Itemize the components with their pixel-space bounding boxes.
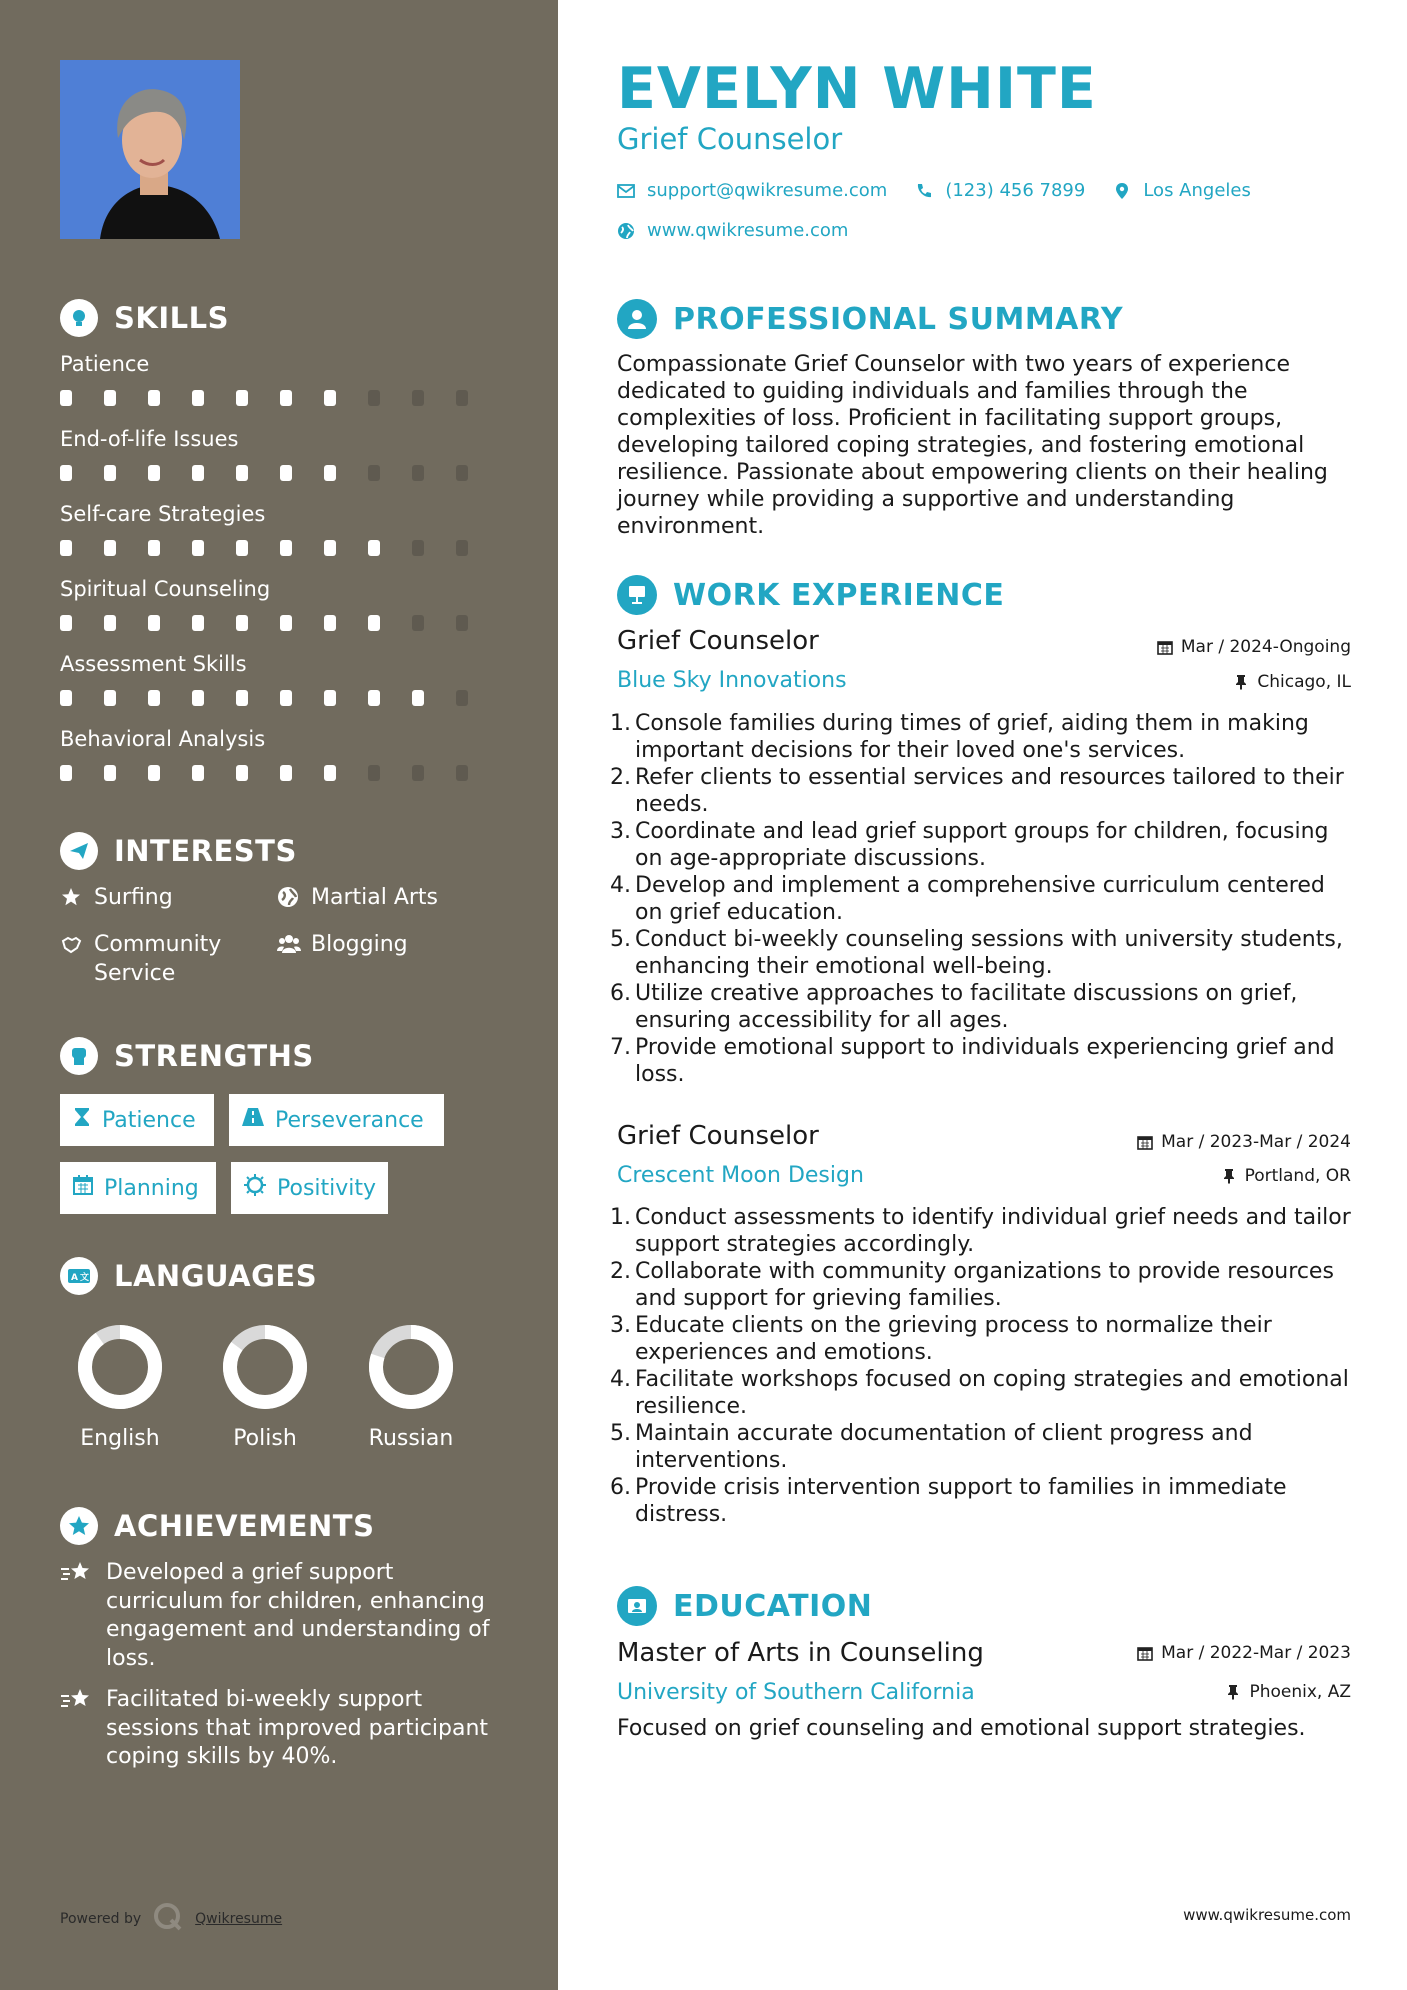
interest-label: Surfing [94,885,173,910]
duty-text: Collaborate with community organizations to provide resources and support for grieving families. [635,1259,1334,1311]
skill-dot [280,615,292,631]
skill-dot [236,465,248,481]
skill-dot [60,465,72,481]
skill-dot [324,690,336,706]
envelope-icon [617,182,635,200]
school-name: University of Southern California [617,1680,975,1705]
skill-name: Patience [60,352,150,376]
duty-number: 4. [610,1367,631,1392]
language-item [200,1324,330,1451]
skill-dot [104,615,116,631]
skill-dot [412,390,424,406]
achievement-item [60,1559,510,1673]
duty-item [610,1258,1351,1312]
languages-heading: LANGUAGES [114,1259,318,1293]
fist-icon [60,1037,98,1075]
languages-title [60,1257,317,1295]
duty-number: 6. [610,1475,631,1500]
skill-dot [236,390,248,406]
skill-dot [104,690,116,706]
skill-name: Assessment Skills [60,652,247,676]
skill-dot [236,690,248,706]
achievement-text: Facilitated bi-weekly support sessions that improved participant coping skills by 40%. [106,1687,489,1769]
strength-label: Positivity [277,1175,377,1201]
qwikresume-link[interactable]: Qwikresume [195,1911,283,1927]
skill-rating [60,390,500,406]
duty-item [610,1420,1351,1474]
skill-dot [456,465,468,481]
duty-number: 5. [610,1421,631,1446]
skill-name: Self-care Strategies [60,502,266,526]
skill-dot [412,465,424,481]
duty-item [610,926,1351,980]
paper-plane-icon [60,832,98,870]
experience-heading: WORK EXPERIENCE [673,577,1005,613]
hourglass-icon [72,1106,92,1134]
globe-icon [617,222,635,240]
education-description: Focused on grief counseling and emotional support strategies. [617,1716,1306,1741]
duty-item [610,980,1351,1034]
skill-dot [236,540,248,556]
duty-number: 5. [610,927,631,952]
duty-item [610,710,1351,764]
skill-dot [280,540,292,556]
user-icon [617,299,657,339]
strength-label: Planning [104,1175,199,1201]
skill-dot [368,465,380,481]
skill-dot [456,615,468,631]
education-location-text: Phoenix, AZ [1249,1682,1351,1702]
language-item [55,1324,185,1451]
education-title [617,1586,872,1626]
skill-dot [456,690,468,706]
skill-dot [412,690,424,706]
skill-dot [104,540,116,556]
skill-dot [456,390,468,406]
skill-dot [60,765,72,781]
achievement-item [60,1686,510,1772]
skills-title [60,299,229,337]
strength-planning [60,1162,216,1214]
skill-dot [456,540,468,556]
strength-label: Patience [102,1107,196,1133]
duty-item [610,1366,1351,1420]
shooting-star-icon [60,1559,94,1673]
phone-icon [915,182,933,200]
website-row [617,220,848,241]
skill-dot [324,765,336,781]
powered-by [60,1902,282,1936]
job-title: Grief Counselor [617,626,819,656]
location-text: Los Angeles [1143,180,1251,201]
interests-heading: INTERESTS [114,834,297,868]
skill-dot [280,390,292,406]
duty-text: Provide crisis intervention support to families in immediate distress. [635,1475,1287,1527]
skill-dot [280,690,292,706]
skill-rating [60,465,500,481]
powered-by-label: Powered by [60,1911,142,1927]
strength-patience [60,1094,214,1146]
svg-text:A: A [71,1273,79,1283]
strengths-title [60,1037,314,1075]
language-level-arc [85,1332,155,1402]
strength-label: Perseverance [275,1107,424,1133]
sidebar [0,0,558,1990]
skill-item [60,575,500,631]
strengths-heading: STRENGTHS [114,1039,314,1073]
degree-title: Master of Arts in Counseling [617,1638,984,1668]
skill-dot [104,465,116,481]
pushpin-icon [1221,1168,1237,1184]
duty-text: Coordinate and lead grief support groups for children, focusing on age-appropriate discussions. [635,819,1329,871]
duty-item [610,1474,1351,1528]
skill-dot [368,540,380,556]
education-heading: EDUCATION [673,1588,873,1624]
skill-dot [412,765,424,781]
duty-text: Utilize creative approaches to facilitate discussions on grief, ensuring accessibility for all ages. [635,981,1298,1033]
skill-item [60,425,500,481]
duty-number: 3. [610,1313,631,1338]
skill-dot [368,390,380,406]
qwikresume-logo-icon [153,1902,183,1936]
duty-text: Develop and implement a comprehensive curriculum centered on grief education. [635,873,1325,925]
education-dates [1137,1643,1351,1663]
skill-dot [412,540,424,556]
strength-positivity [231,1162,388,1214]
skills-heading: SKILLS [114,301,229,335]
skill-dot [104,390,116,406]
duty-number: 2. [610,1259,631,1284]
summary-title [617,299,1123,339]
handshake-icon [60,933,82,955]
education-location [1225,1682,1351,1702]
candidate-role: Grief Counselor [617,122,843,156]
job-company: Crescent Moon Design [617,1163,864,1188]
duty-number: 2. [610,765,631,790]
job-company: Blue Sky Innovations [617,668,847,693]
duty-item [610,818,1351,872]
experience-title [617,575,1004,615]
interest-label: Martial Arts [311,885,439,910]
lightbulb-icon [60,299,98,337]
skill-name: End-of-life Issues [60,427,239,451]
website-link[interactable]: www.qwikresume.com [647,220,849,241]
language-name: English [80,1426,160,1451]
star-icon [60,886,82,908]
skill-dot [324,540,336,556]
skill-dot [412,615,424,631]
job-location [1233,672,1351,692]
achievements-heading: ACHIEVEMENTS [114,1509,375,1543]
language-name: Polish [233,1426,297,1451]
sun-icon [243,1173,267,1203]
duty-number: 7. [610,1035,631,1060]
interest-label: Community Service [94,932,222,986]
job-dates-text: Mar / 2023-Mar / 2024 [1161,1132,1351,1152]
candidate-name: EVELYN WHITE [617,56,1097,122]
duty-number: 6. [610,981,631,1006]
pushpin-icon [1233,674,1249,690]
strength-perseverance [229,1094,444,1146]
skill-dot [192,390,204,406]
job-title: Grief Counselor [617,1121,819,1151]
skill-name: Spiritual Counseling [60,577,271,601]
interests-title [60,832,297,870]
duty-item [610,872,1351,926]
star-badge-icon [60,1507,98,1545]
phone-text: (123) 456 7899 [945,180,1086,201]
duty-item [610,1034,1351,1088]
language-name: Russian [368,1426,454,1451]
duty-item [610,764,1351,818]
calendar-icon [1137,1134,1153,1150]
skill-dot [324,615,336,631]
language-gauge [368,1324,454,1410]
email-link[interactable]: support@qwikresume.com [647,180,888,201]
skill-rating [60,540,500,556]
skill-dot [368,765,380,781]
skill-rating [60,615,500,631]
globe-icon [277,886,299,908]
translate-icon [60,1257,98,1295]
skill-dot [368,615,380,631]
language-gauge [77,1324,163,1410]
job-dates [1157,637,1351,657]
language-item [346,1324,476,1451]
users-icon [277,933,299,955]
skill-dot [60,390,72,406]
skill-rating [60,765,500,781]
skill-dot [280,765,292,781]
skill-dot [192,765,204,781]
duty-text: Conduct bi-weekly counseling sessions with university students, enhancing their emotional well-being. [635,927,1343,979]
job-duties-list [610,1204,1351,1528]
interest-community-service [60,930,250,988]
skill-dot [368,690,380,706]
duty-text: Educate clients on the grieving process to normalize their experiences and emotions. [635,1313,1272,1365]
calendar-icon [72,1174,94,1202]
skill-dot [148,615,160,631]
skill-dot [324,465,336,481]
skill-dot [104,765,116,781]
interest-martial-arts [277,883,438,912]
achievements-title [60,1507,374,1545]
skill-dot [192,465,204,481]
job-duties-list [610,710,1351,1088]
skill-dot [60,540,72,556]
skill-item [60,350,500,406]
contact-row [617,180,1251,201]
duty-number: 1. [610,1205,631,1230]
duty-text: Conduct assessments to identify individual grief needs and tailor support strategies accordingly. [635,1205,1351,1257]
shooting-star-icon [60,1686,94,1772]
skill-dot [192,615,204,631]
summary-text: Compassionate Grief Counselor with two years of experience dedicated to guiding individuals and families through the complexities of loss. Proficient in facilitating support groups, developing tailored coping strategies, and fostering emotional resilience. Passionate about empowering clients on their healing journey while providing a supportive and understanding environment. [617,352,1328,539]
skill-dot [280,465,292,481]
map-pin-icon [1113,182,1131,200]
skill-dot [148,465,160,481]
graduation-icon [617,1586,657,1626]
job-location [1221,1166,1351,1186]
education-dates-text: Mar / 2022-Mar / 2023 [1161,1643,1351,1663]
interest-label: Blogging [311,932,408,957]
skill-item [60,725,500,781]
duty-text: Maintain accurate documentation of client progress and interventions. [635,1421,1253,1473]
profile-photo [60,60,240,239]
skill-dot [148,540,160,556]
skill-dot [148,690,160,706]
calendar-icon [1157,639,1173,655]
skill-dot [148,765,160,781]
footer-website[interactable]: www.qwikresume.com [1183,1906,1351,1924]
skill-dot [148,390,160,406]
duty-text: Facilitate workshops focused on coping strategies and emotional resilience. [635,1367,1349,1419]
language-gauge [222,1324,308,1410]
calendar-icon [1137,1645,1153,1661]
duty-item [610,1312,1351,1366]
road-icon [241,1107,265,1133]
skill-dot [192,690,204,706]
job-dates-text: Mar / 2024-Ongoing [1180,637,1351,657]
skill-item [60,500,500,556]
skill-dot [236,615,248,631]
duty-number: 4. [610,873,631,898]
skill-dot [60,615,72,631]
presentation-icon [617,575,657,615]
skill-dot [456,765,468,781]
skill-dot [60,690,72,706]
duty-item [610,1204,1351,1258]
skill-dot [324,390,336,406]
job-location-text: Portland, OR [1244,1166,1351,1186]
main-content [610,0,1351,1990]
duty-text: Provide emotional support to individuals experiencing grief and loss. [635,1035,1335,1087]
duty-text: Console families during times of grief, aiding them in making important decisions for their loved one's services. [635,711,1309,763]
interest-blogging [277,930,408,959]
svg-text:文: 文 [80,1273,90,1283]
duty-text: Refer clients to essential services and resources tailored to their needs. [635,765,1344,817]
skill-dot [236,765,248,781]
skill-item [60,650,500,706]
skill-dot [192,540,204,556]
skill-name: Behavioral Analysis [60,727,266,751]
job-dates [1137,1132,1351,1152]
duty-number: 1. [610,711,631,736]
duty-number: 3. [610,819,631,844]
achievement-text: Developed a grief support curriculum for children, enhancing engagement and understanding of loss. [106,1560,490,1671]
pushpin-icon [1225,1684,1241,1700]
interest-surfing [60,883,173,912]
job-location-text: Chicago, IL [1257,672,1351,692]
summary-heading: PROFESSIONAL SUMMARY [673,301,1124,337]
skill-rating [60,690,500,706]
